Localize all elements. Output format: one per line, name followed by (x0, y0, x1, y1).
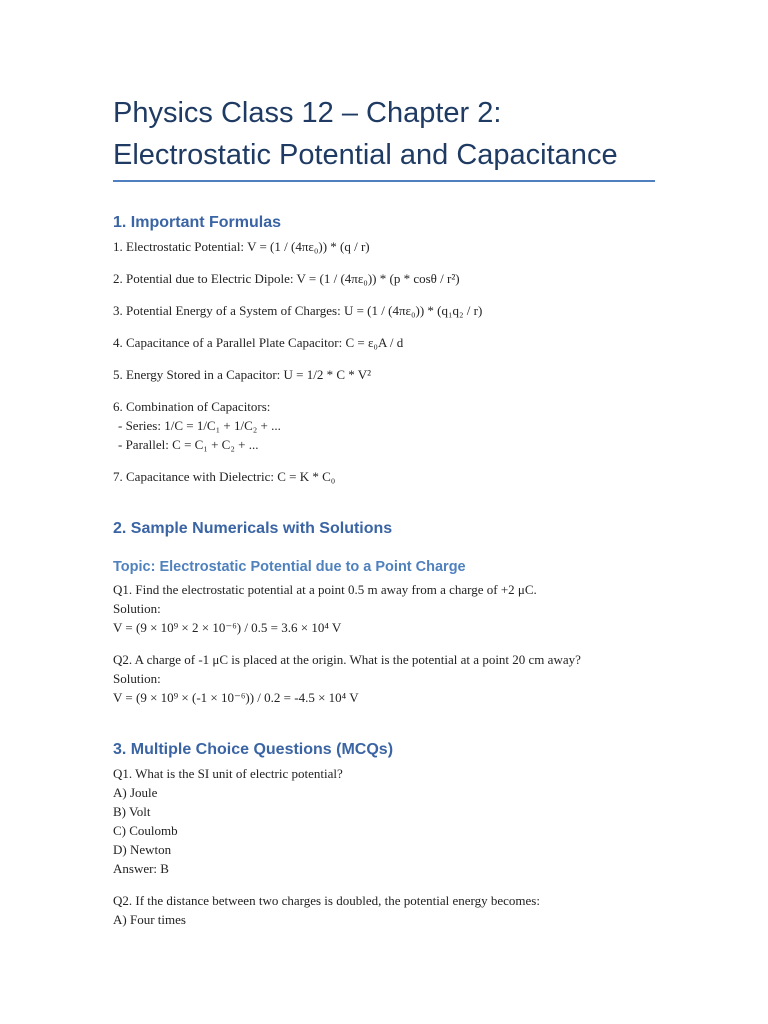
formula-item: 4. Capacitance of a Parallel Plate Capacitor: C = ε₀A / d (113, 335, 404, 350)
formula-item: 1. Electrostatic Potential: V = (1 / (4πε₀)) * (q / r) (113, 239, 370, 254)
formula-subitem: - Series: 1/C = 1/C₁ + 1/C₂ + ... (118, 418, 281, 433)
title-line-2: Electrostatic Potential and Capacitance (113, 139, 618, 171)
section-heading-numericals: 2. Sample Numericals with Solutions (113, 520, 393, 537)
section-heading-formulas: 1. Important Formulas (113, 214, 282, 231)
mcq-option: A) Four times (113, 912, 186, 927)
mcq-question: Q1. What is the SI unit of electric potential? (113, 766, 343, 781)
mcq-option: D) Newton (113, 842, 172, 857)
mcq-option: A) Joule (113, 785, 158, 800)
mcq-answer: Answer: B (113, 861, 169, 876)
mcq-option: B) Volt (113, 804, 151, 819)
formula-item: 7. Capacitance with Dielectric: C = K * C₀ (113, 469, 336, 484)
topic-heading: Topic: Electrostatic Potential due to a Point Charge (113, 559, 466, 575)
mcq-option: C) Coulomb (113, 823, 178, 838)
formula-item: 5. Energy Stored in a Capacitor: U = 1/2 * C * V² (113, 367, 372, 382)
page-title (113, 92, 658, 176)
title-line-1: Physics Class 12 – Chapter 2: (113, 97, 502, 129)
numerical-question: Q2. A charge of -1 μC is placed at the origin. What is the potential at a point 20 cm away? (113, 652, 581, 667)
title-divider (113, 180, 655, 182)
solution-text: V = (9 × 10⁹ × 2 × 10⁻⁶) / 0.5 = 3.6 × 10⁴ V (113, 620, 342, 635)
formula-item: 2. Potential due to Electric Dipole: V = (1 / (4πε₀)) * (p * cosθ / r²) (113, 271, 460, 286)
numerical-question: Q1. Find the electrostatic potential at a point 0.5 m away from a charge of +2 μC. (113, 582, 537, 597)
solution-text: V = (9 × 10⁹ × (-1 × 10⁻⁶)) / 0.2 = -4.5 × 10⁴ V (113, 690, 359, 705)
formula-item: 6. Combination of Capacitors: (113, 399, 271, 414)
section-heading-mcqs: 3. Multiple Choice Questions (MCQs) (113, 741, 394, 758)
formula-item: 3. Potential Energy of a System of Charges: U = (1 / (4πε₀)) * (q₁q₂ / r) (113, 303, 483, 318)
solution-label: Solution: (113, 601, 161, 616)
mcq-question: Q2. If the distance between two charges is doubled, the potential energy becomes: (113, 893, 540, 908)
solution-label: Solution: (113, 671, 161, 686)
formula-subitem: - Parallel: C = C₁ + C₂ + ... (118, 437, 259, 452)
